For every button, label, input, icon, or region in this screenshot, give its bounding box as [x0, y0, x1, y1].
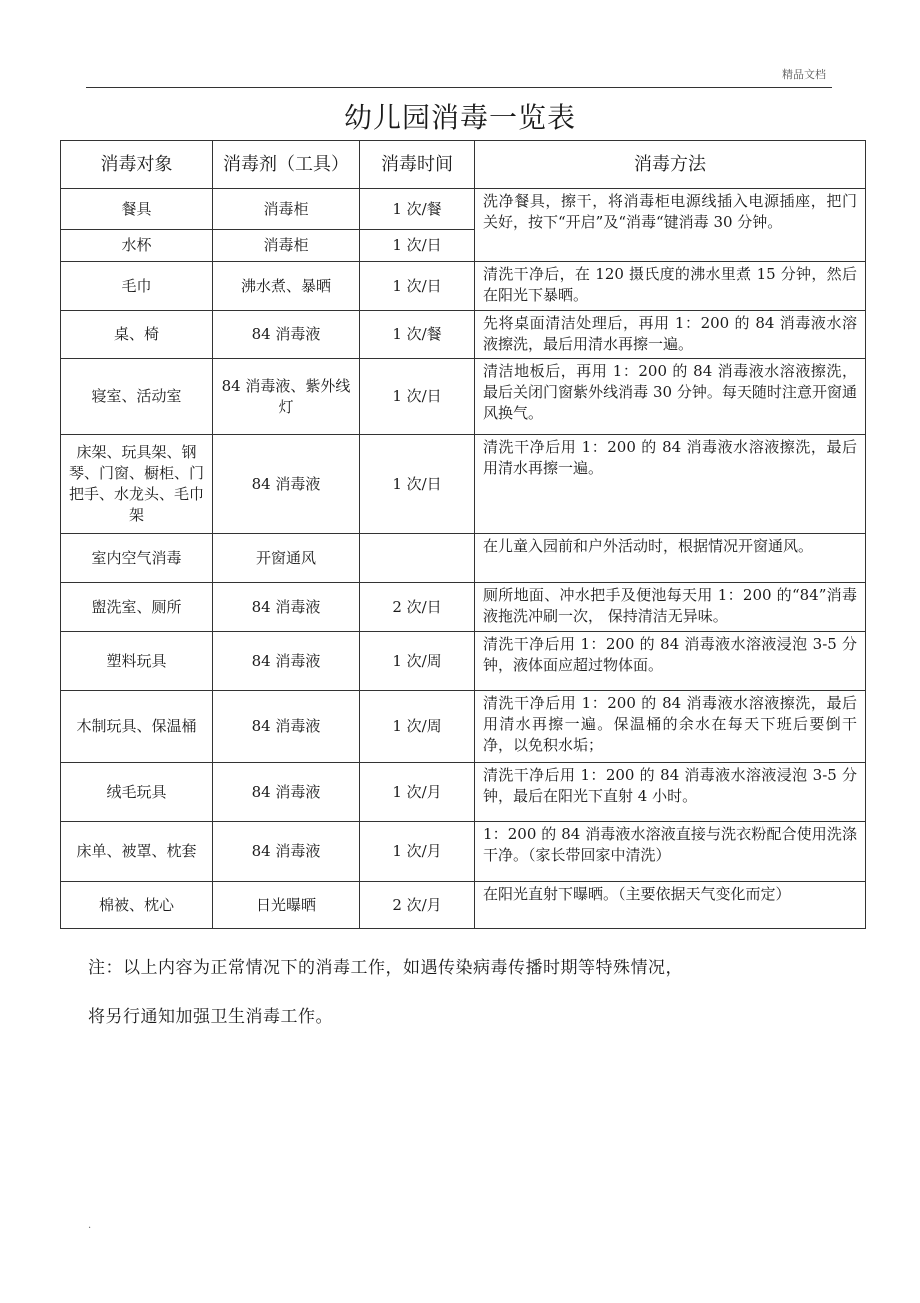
cell-object: 水杯 [61, 230, 213, 262]
cell-method: 先将桌面清洁处理后，再用 1：200 的 84 消毒液水溶液擦洗，最后用清水再擦一遍。 [475, 311, 866, 359]
cell-method: 清洗干净后，在 120 摄氏度的沸水里煮 15 分钟，然后在阳光下暴晒。 [475, 262, 866, 311]
cell-method: 清洁地板后，再用 1：200 的 84 消毒液水溶液擦洗，最后关闭门窗紫外线消毒 30 分钟。每天随时注意开窗通风换气。 [475, 359, 866, 435]
cell-method: 清洗干净后用 1：200 的 84 消毒液水溶液擦洗，最后用清水再擦一遍。 [475, 435, 866, 534]
cell-frequency: 1 次/月 [360, 822, 475, 882]
cell-agent: 84 消毒液 [213, 822, 360, 882]
cell-object: 寝室、活动室 [61, 359, 213, 435]
cell-agent: 消毒柜 [213, 230, 360, 262]
cell-method: 1：200 的 84 消毒液水溶液直接与洗衣粉配合使用洗涤干净。（家长带回家中清洗） [475, 822, 866, 882]
table-row [61, 632, 866, 691]
cell-object: 桌、椅 [61, 311, 213, 359]
cell-object: 室内空气消毒 [61, 534, 213, 583]
cell-method: 在儿童入园前和户外活动时，根据情况开窗通风。 [475, 534, 866, 583]
cell-method: 在阳光直射下曝晒。（主要依据天气变化而定） [475, 882, 866, 929]
cell-agent: 84 消毒液 [213, 632, 360, 691]
cell-method: 清洗干净后用 1：200 的 84 消毒液水溶液浸泡 3-5 分钟，最后在阳光下直射 4 小时。 [475, 763, 866, 822]
cell-method: 洗净餐具，擦干，将消毒柜电源线插入电源插座，把门关好，按下“开启”及“消毒“键消毒 30 分钟。 [475, 189, 866, 262]
cell-agent: 84 消毒液 [213, 311, 360, 359]
cell-agent: 84 消毒液 [213, 583, 360, 632]
cell-object: 床架、玩具架、钢琴、门窗、橱柜、门把手、水龙头、毛巾架 [61, 435, 213, 534]
col-header-method: 消毒方法 [475, 141, 866, 189]
cell-method: 清洗干净后用 1：200 的 84 消毒液水溶液浸泡 3-5 分钟，液体面应超过物体面。 [475, 632, 866, 691]
col-header-frequency: 消毒时间 [360, 141, 475, 189]
header-rule [86, 87, 832, 88]
cell-object: 床单、被罩、枕套 [61, 822, 213, 882]
cell-agent: 消毒柜 [213, 189, 360, 230]
cell-agent: 84 消毒液 [213, 435, 360, 534]
cell-frequency: 1 次/周 [360, 691, 475, 763]
table-row [61, 311, 866, 359]
header-mark: 精品文档 [782, 68, 826, 81]
col-header-object: 消毒对象 [61, 141, 213, 189]
cell-frequency: 1 次/日 [360, 435, 475, 534]
cell-frequency: 1 次/餐 [360, 189, 475, 230]
table-row [61, 583, 866, 632]
note-line-1: 注：以上内容为正常情况下的消毒工作，如遇传染病毒传播时期等特殊情况， [88, 958, 683, 978]
cell-agent: 84 消毒液、紫外线灯 [213, 359, 360, 435]
disinfection-table [60, 140, 866, 929]
cell-object: 塑料玩具 [61, 632, 213, 691]
cell-frequency: 1 次/日 [360, 359, 475, 435]
cell-frequency: 1 次/月 [360, 763, 475, 822]
table-row [61, 763, 866, 822]
table-row [61, 359, 866, 435]
cell-agent: 日光曝晒 [213, 882, 360, 929]
cell-frequency: 1 次/日 [360, 230, 475, 262]
cell-agent: 沸水煮、暴晒 [213, 262, 360, 311]
cell-object: 餐具 [61, 189, 213, 230]
table-row [61, 189, 866, 230]
note-line-2: 将另行通知加强卫生消毒工作。 [88, 1007, 333, 1027]
cell-frequency [360, 534, 475, 583]
table-row [61, 882, 866, 929]
cell-frequency: 2 次/月 [360, 882, 475, 929]
cell-frequency: 1 次/日 [360, 262, 475, 311]
col-header-agent: 消毒剂（工具） [213, 141, 360, 189]
table-row [61, 262, 866, 311]
cell-object: 毛巾 [61, 262, 213, 311]
cell-method: 厕所地面、冲水把手及便池每天用 1：200 的“84”消毒液拖洗冲刷一次， 保持清洁无异味。 [475, 583, 866, 632]
footer-dot: . [88, 1220, 92, 1231]
cell-agent: 84 消毒液 [213, 763, 360, 822]
cell-frequency: 2 次/日 [360, 583, 475, 632]
cell-agent: 开窗通风 [213, 534, 360, 583]
table-row [61, 435, 866, 534]
table-row [61, 822, 866, 882]
table-row [61, 534, 866, 583]
table-header-row [61, 141, 866, 189]
cell-frequency: 1 次/周 [360, 632, 475, 691]
page-title: 幼儿园消毒一览表 [343, 101, 576, 134]
cell-agent: 84 消毒液 [213, 691, 360, 763]
table-row [61, 691, 866, 763]
cell-method: 清洗干净后用 1：200 的 84 消毒液水溶液擦洗，最后用清水再擦一遍。保温桶的余水在每天下班后要倒干净，以免积水垢； [475, 691, 866, 763]
cell-frequency: 1 次/餐 [360, 311, 475, 359]
cell-object: 木制玩具、保温桶 [61, 691, 213, 763]
cell-object: 棉被、枕心 [61, 882, 213, 929]
cell-object: 盥洗室、厕所 [61, 583, 213, 632]
cell-object: 绒毛玩具 [61, 763, 213, 822]
